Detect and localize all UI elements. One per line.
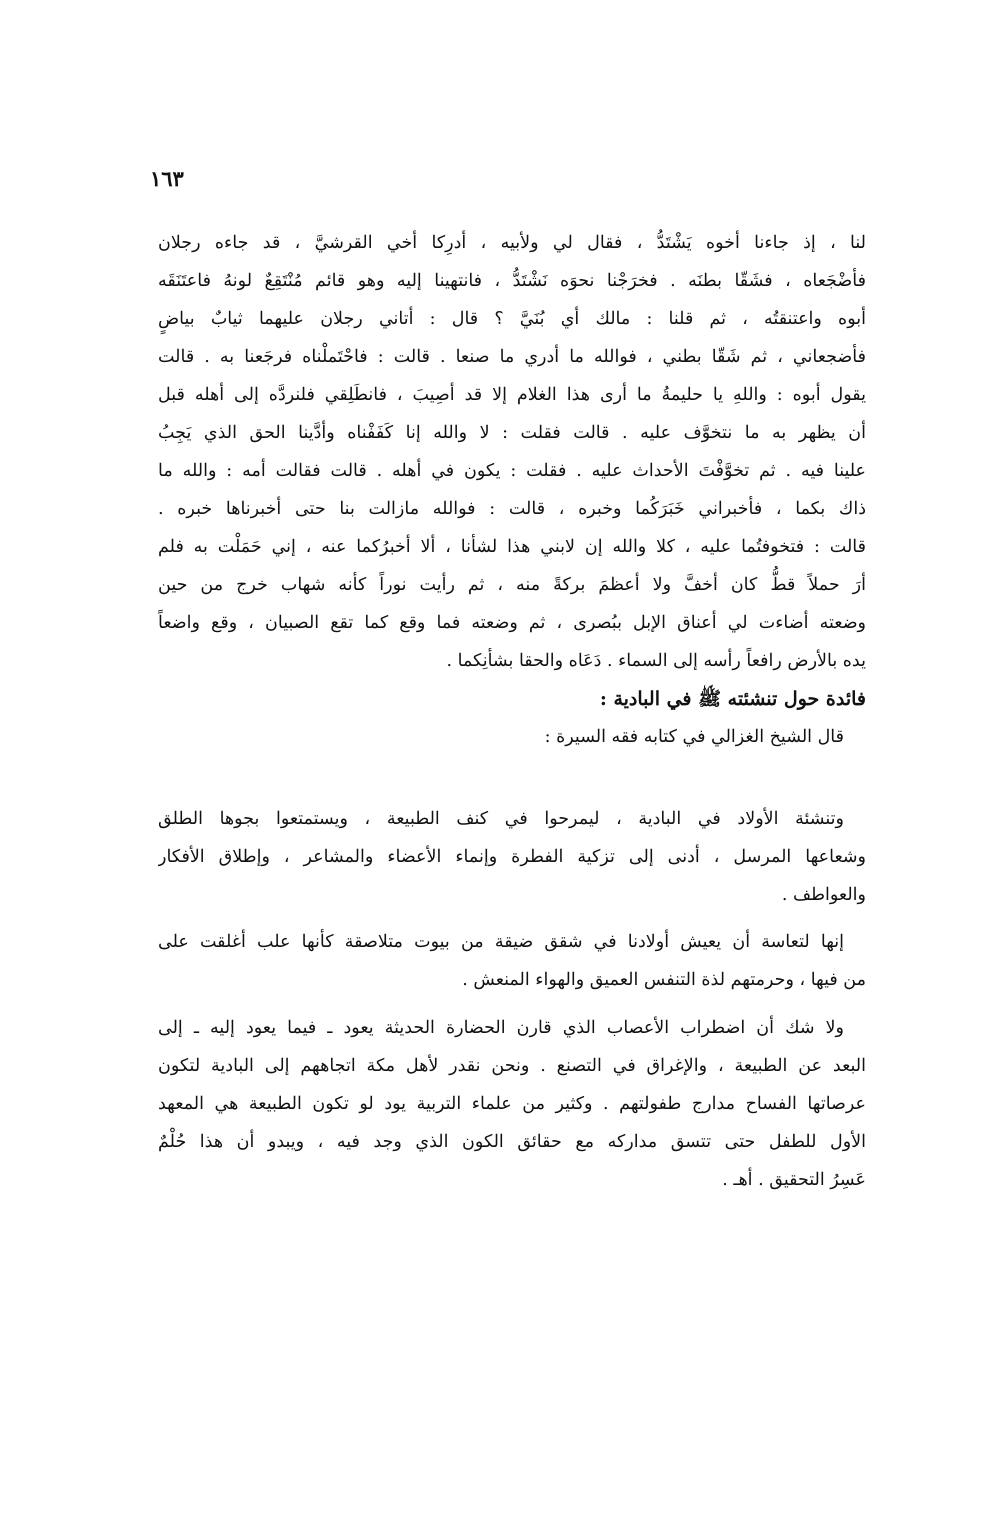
narrative-block: [158, 224, 866, 756]
text-line: من فيها ، وحرمتهم لذة التنفس العميق والهواء المنعش .: [462, 970, 866, 990]
paragraph-3: [158, 1009, 866, 1199]
text-line: الأول للطفل حتى تتسق مداركه مع حقائق الكون الذي وجد فيه ، ويبدو أن هذا حُلْمٌ: [158, 1132, 866, 1152]
text-line: عرصاتها الفساح مدارج طفولتهم . وكثير من علماء التربية يود لو تكون الطبيعة هي المعهد: [158, 1094, 866, 1114]
text-line: يده بالأرض رافعاً رأسه إلى السماء . دَعَاه والحقا بشأنِكما .: [446, 651, 866, 671]
quote-intro: قال الشيخ الغزالي في كتابه فقه السيرة :: [544, 727, 844, 747]
text-line: فأضجعاني ، ثم شَقّا بطني ، فوالله ما أدري ما صنعا . قالت : فاحْتَملْناه فرجَعنا به . قالت: [158, 347, 866, 367]
text-line: البعد عن الطبيعة ، والإغراق في التصنع . ونحن نقدر لأهل مكة اتجاههم إلى البادية لتكون: [158, 1056, 866, 1076]
text-line: أبوه واعتنقتُه ، ثم قلنا : مالك أي بُنَيَّ ؟ قال : أتاني رجلان عليهما ثيابٌ بياضٍ: [158, 309, 866, 329]
text-line: وشعاعها المرسل ، أدنى إلى تزكية الفطرة وإنماء الأعضاء والمشاعر ، وإطلاق الأفكار: [158, 847, 866, 867]
text-line: قالت : فتخوفتُما عليه ، كلا والله إن لابني هذا لشأنا ، ألا أخبرُكما عنه ، إني حَمَلْت به فلم: [158, 537, 866, 557]
text-line: لنا ، إذ جاءنا أخوه يَشْتَدُّ ، فقال لي ولأبيه ، أدرِكا أخي القرشيَّ ، قد جاءه رجلان: [158, 233, 866, 253]
text-line: وتنشئة الأولاد في البادية ، ليمرحوا في كنف الطبيعة ، ويستمتعوا بجوها الطلق: [158, 809, 844, 829]
section-heading: فائدة حول تنشئته ﷺ في البادية :: [599, 688, 866, 710]
text-line: أرَ حملاً قطُّ كان أخفَّ ولا أعظمَ بركةً منه ، ثم رأيت نوراً كأنه شهاب خرج من حين: [158, 575, 866, 595]
paragraph-1: [158, 800, 866, 914]
text-line: عَسِرُ التحقيق . أهـ .: [722, 1170, 866, 1190]
text-line: فأضْجَعاه ، فشَقّا بطنَه . فخرَجْنا نحوَه نَشْتَدُّ ، فانتهينا إليه وهو قائم مُنْتَقِعٌ لونهُ فاعتَنَقَه: [158, 271, 866, 291]
text-line: ذاك بكما ، فأخبراني خَبَرَكُما وخبره ، قالت : فوالله مازالت بنا حتى أخبرناها خبره .: [158, 499, 866, 519]
text-line: إنها لتعاسة أن يعيش أولادنا في شقق ضيقة من بيوت متلاصقة كأنها علب أغلقت على: [158, 932, 844, 952]
text-line: والعواطف .: [781, 885, 866, 905]
text-line: يقول أبوه : واللهِ يا حليمةُ ما أرى هذا الغلام إلا قد أصِيبَ ، فانطَلِقي فلنردَّه إلى أهله قبل: [158, 385, 866, 405]
text-line: ولا شك أن اضطراب الأعصاب الذي قارن الحضارة الحديثة يعود ـ فيما يعود إليه ـ إلى: [158, 1018, 844, 1038]
paragraph-2: [158, 923, 866, 999]
text-line: أن يظهر به ما نتخوَّف عليه . قالت فقلت : لا والله إنا كَفَفْناه وأدَّينا الحق الذي يَجِبُ: [158, 423, 866, 443]
text-line: وضعته أضاءت لي أعناق الإبل ببُصرى ، ثم وضعته فما وقع كما تقع الصبيان ، وقع واضعاً: [158, 613, 866, 633]
page-number: ١٦٣: [150, 166, 184, 191]
text-line: علينا فيه . ثم تخوَّفْتَ الأحداث عليه . فقلت : يكون في أهله . قالت فقالت أمه : والله ما: [158, 461, 866, 481]
